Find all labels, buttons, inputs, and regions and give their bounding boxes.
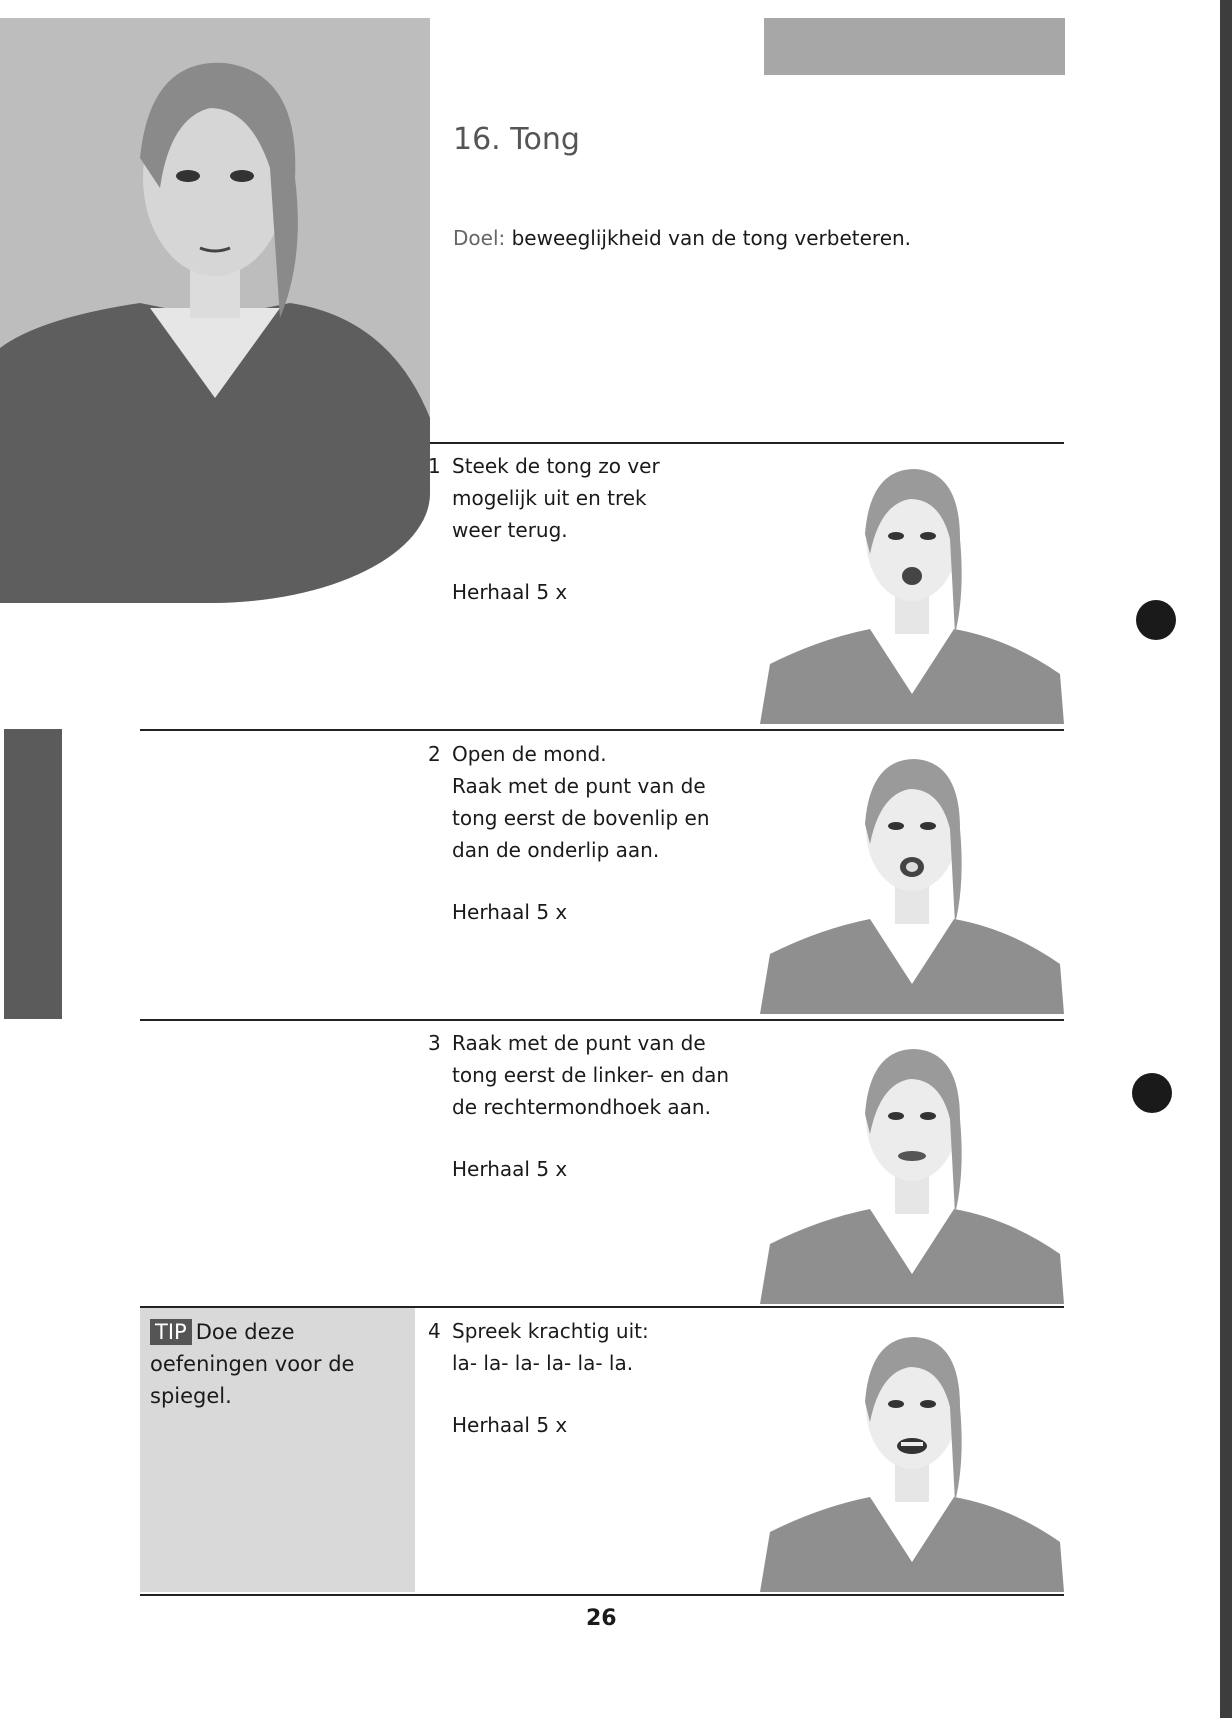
hero-photo (0, 18, 430, 603)
tip (150, 1316, 410, 1412)
tip-text: Doe deze oefeningen voor de spiegel. (150, 1320, 355, 1408)
step-4-photo (760, 1312, 1064, 1592)
step-3-photo (760, 1024, 1064, 1304)
step-number: 2 (428, 742, 441, 766)
exercise-title: 16. Tong (453, 122, 580, 157)
header-tab (764, 18, 1065, 75)
goal-text: beweeglijkheid van de tong verbeteren. (511, 226, 912, 250)
tip-label: TIP (150, 1319, 192, 1345)
step-repeat: Herhaal 5 x (452, 1157, 568, 1181)
step-instruction: Raak met de punt van de tong eerst de linker- en dan de rechtermondhoek aan. (452, 1031, 730, 1119)
step-number: 3 (428, 1031, 441, 1055)
punch-hole (1132, 1073, 1172, 1113)
separator (140, 1019, 1064, 1021)
separator (140, 729, 1064, 731)
step-instruction: Open de mond. Raak met de punt van de tong eerst de bovenlip en dan de onderlip aan. (452, 742, 710, 862)
step-repeat: Herhaal 5 x (452, 1413, 568, 1437)
step-4 (428, 1315, 768, 1441)
exercise-goal (453, 226, 911, 250)
step-3 (428, 1027, 768, 1185)
step-number: 4 (428, 1319, 441, 1343)
step-1 (428, 450, 768, 608)
step-2-photo (760, 734, 1064, 1014)
section-tab (4, 729, 62, 1019)
step-2 (428, 738, 768, 928)
page-number: 26 (586, 1606, 617, 1631)
scan-edge (1220, 0, 1232, 1718)
punch-hole (1136, 600, 1176, 640)
step-repeat: Herhaal 5 x (452, 900, 568, 924)
goal-label: Doel: (453, 226, 506, 250)
step-repeat: Herhaal 5 x (452, 580, 568, 604)
step-number: 1 (428, 454, 441, 478)
step-instruction: Steek de tong zo ver mogelijk uit en trek weer terug. (452, 454, 660, 542)
separator (140, 1594, 1064, 1596)
step-1-photo (760, 444, 1064, 724)
step-instruction: Spreek krachtig uit: la- la- la- la- la- la. (452, 1319, 649, 1375)
